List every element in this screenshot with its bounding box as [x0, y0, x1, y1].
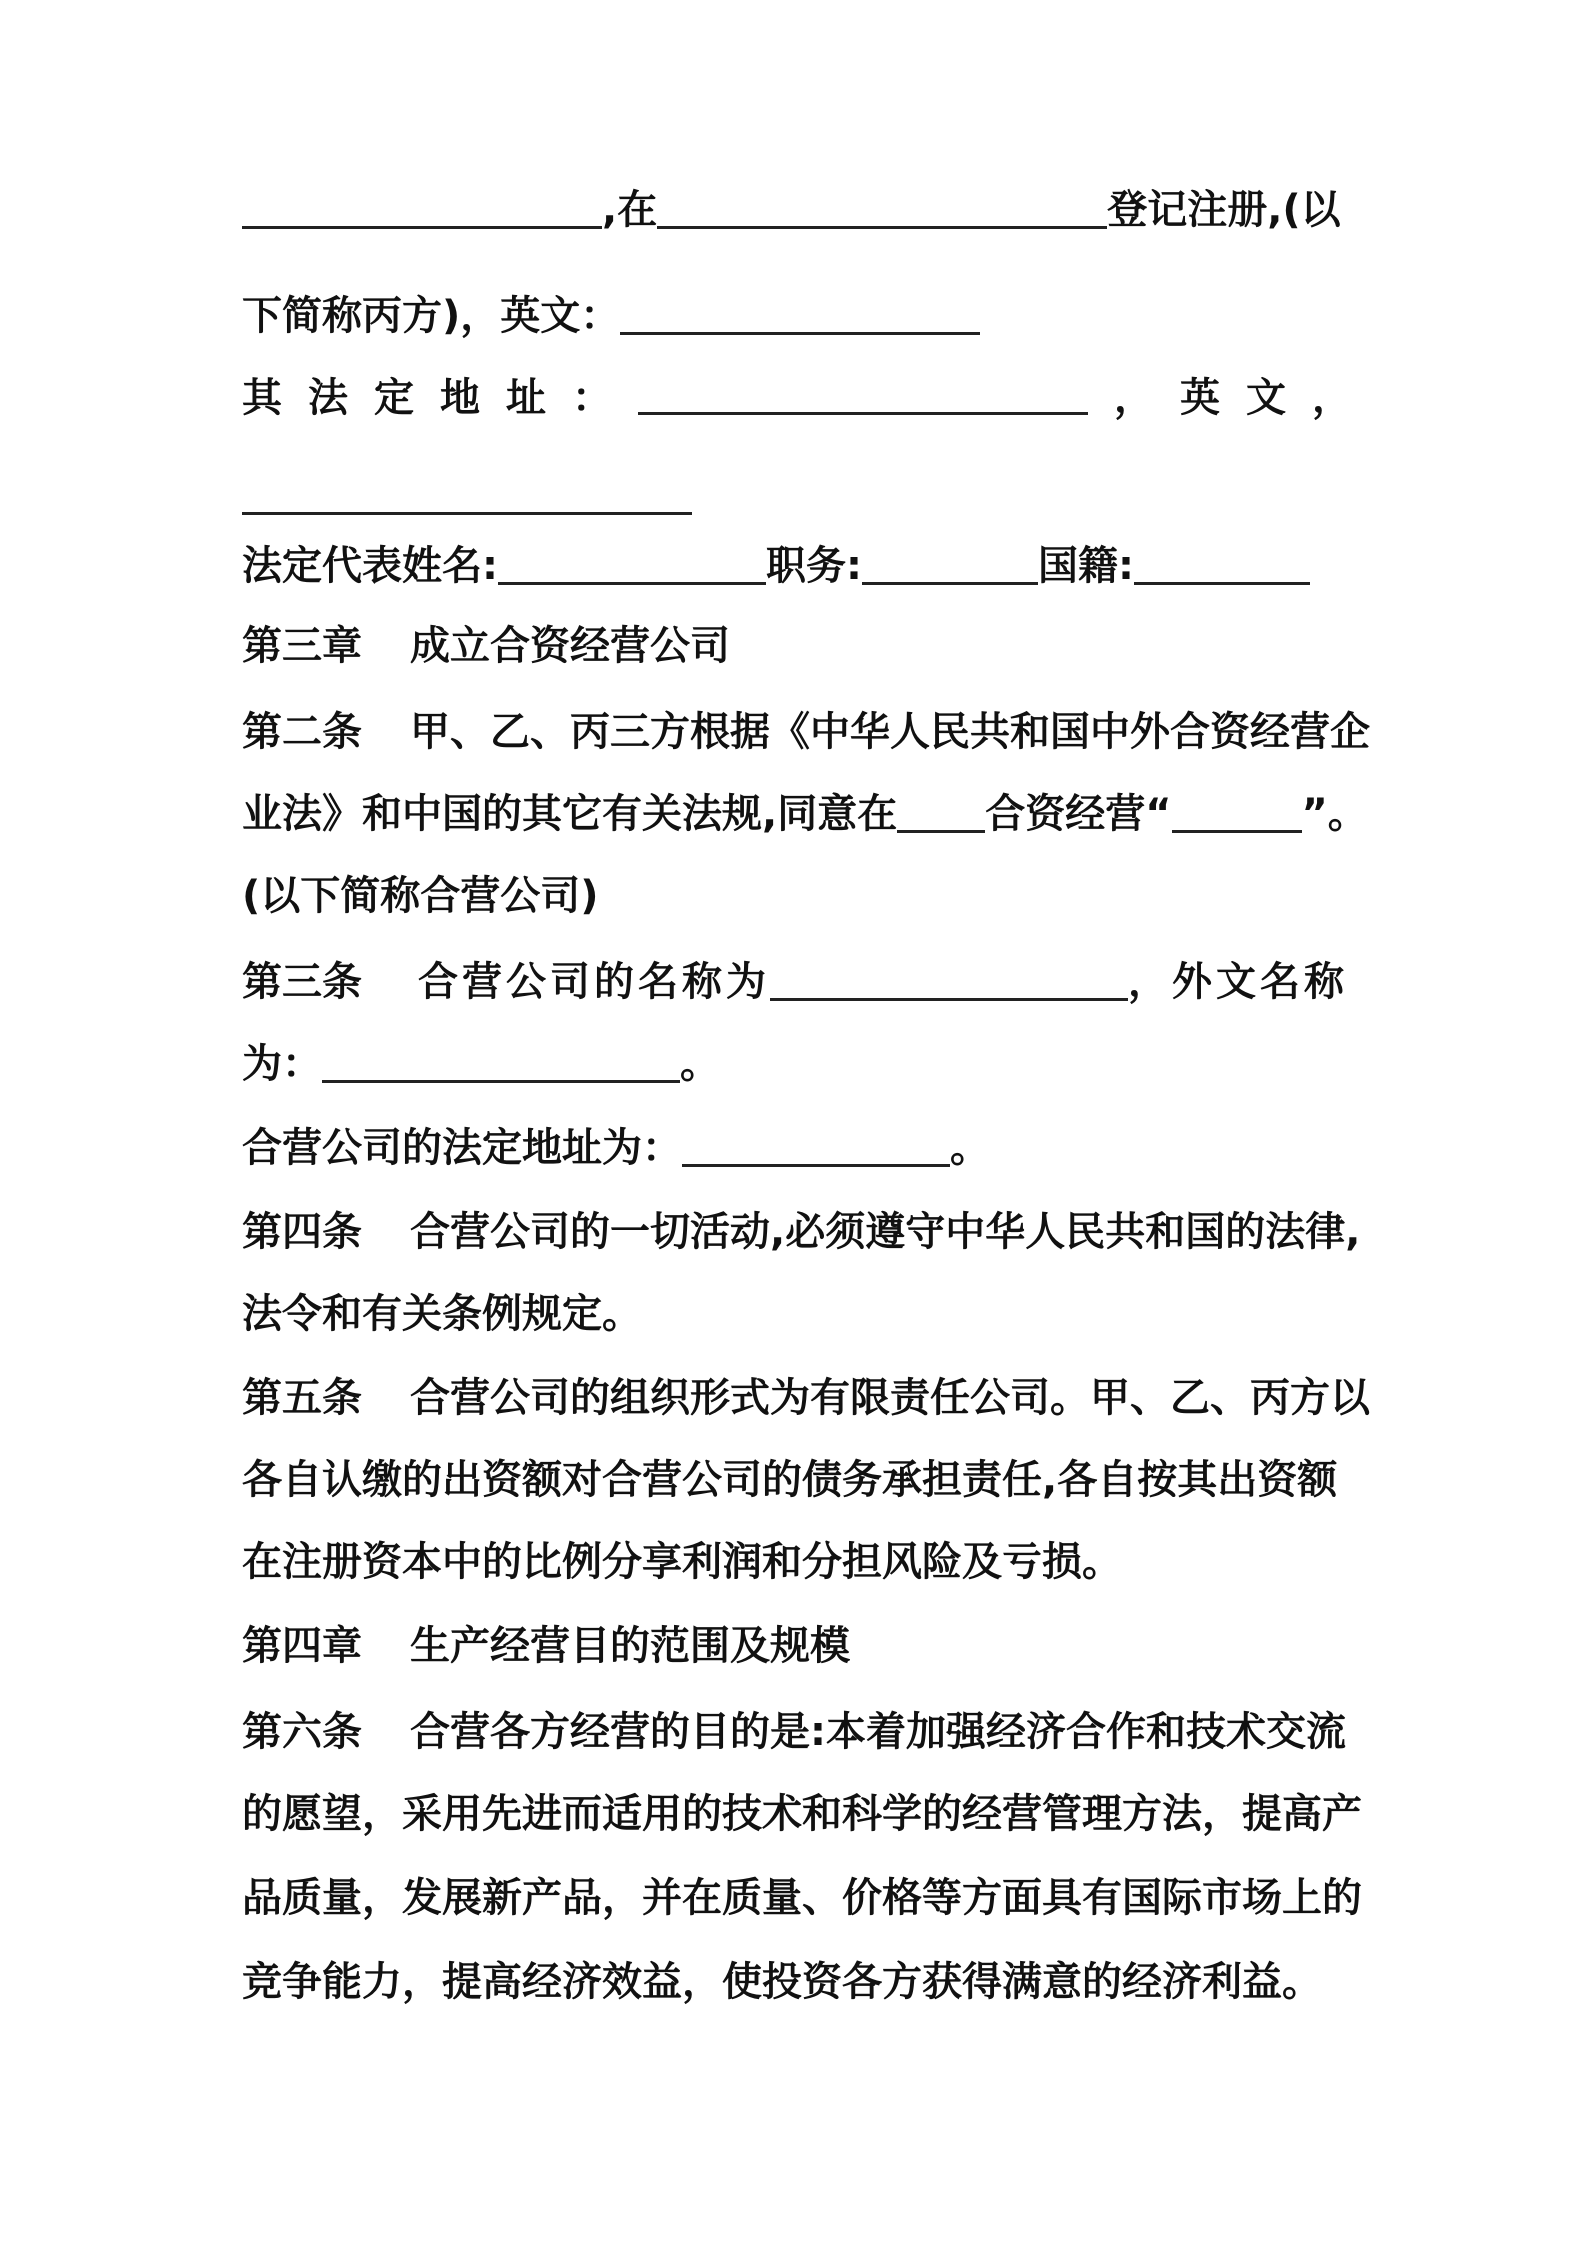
blank-field[interactable]	[1134, 542, 1310, 585]
chapter-heading-3: 第三章 成立合资经营公司	[242, 623, 730, 669]
line-legal-address: 其 法 定 地 址 ： ， 英 文 ，	[242, 372, 1352, 424]
blank-field[interactable]	[657, 186, 1107, 229]
blank-field[interactable]	[862, 542, 1038, 585]
article-2: 第二条 甲、乙、丙三方根据《中华人民共和国中外合资经营企	[242, 709, 1370, 755]
company-legal-address: 合营公司的法定地址为： 。	[242, 1125, 990, 1171]
article-3: 第三条 合营公司的名称为 ，外文名称	[242, 959, 1348, 1005]
article-6: 第六条 合营各方经营的目的是:本着加强经济合作和技术交流	[242, 1709, 1346, 1755]
line-party-c-english-name: 下简称丙方)，英文：	[242, 290, 980, 342]
article-2-note: (以下简称合营公司)	[242, 873, 599, 919]
blank-field[interactable]	[682, 1124, 950, 1167]
blank-field[interactable]	[242, 472, 692, 515]
blank-field[interactable]	[620, 292, 980, 335]
article-5-cont: 各自认缴的出资额对合营公司的债务承担责任,各自按其出资额	[242, 1457, 1338, 1503]
article-6-cont: 的愿望，采用先进而适用的技术和科学的经营管理方法，提高产	[242, 1791, 1362, 1837]
blank-field[interactable]	[897, 790, 985, 833]
article-3-cont: 为： 。	[242, 1041, 720, 1087]
blank-field[interactable]	[638, 372, 1088, 415]
blank-field[interactable]	[242, 186, 602, 229]
article-2-cont: 业法》和中国的其它有关法规,同意在 合资经营“ ”。	[242, 791, 1368, 837]
article-6-cont-3: 竞争能力，提高经济效益，使投资各方获得满意的经济利益。	[242, 1959, 1322, 2005]
line-legal-representative: 法定代表姓名: 职务: 国籍:	[242, 540, 1310, 592]
article-5: 第五条 合营公司的组织形式为有限责任公司。甲、乙、丙方以	[242, 1375, 1370, 1421]
blank-field[interactable]	[498, 542, 766, 585]
line-english-address-blank	[242, 470, 692, 522]
article-4: 第四条 合营公司的一切活动,必须遵守中华人民共和国的法律,	[242, 1209, 1361, 1255]
blank-field[interactable]	[770, 958, 1128, 1001]
blank-field[interactable]	[322, 1040, 680, 1083]
chapter-heading-4: 第四章 生产经营目的范围及规模	[242, 1623, 850, 1669]
line-party-c-registration: ,在 登记注册,(以	[242, 184, 1341, 236]
article-5-cont-2: 在注册资本中的比例分享利润和分担风险及亏损。	[242, 1539, 1122, 1585]
article-6-cont-2: 品质量，发展新产品，并在质量、价格等方面具有国际市场上的	[242, 1875, 1362, 1921]
article-4-cont: 法令和有关条例规定。	[242, 1291, 642, 1337]
blank-field[interactable]	[1172, 790, 1302, 833]
